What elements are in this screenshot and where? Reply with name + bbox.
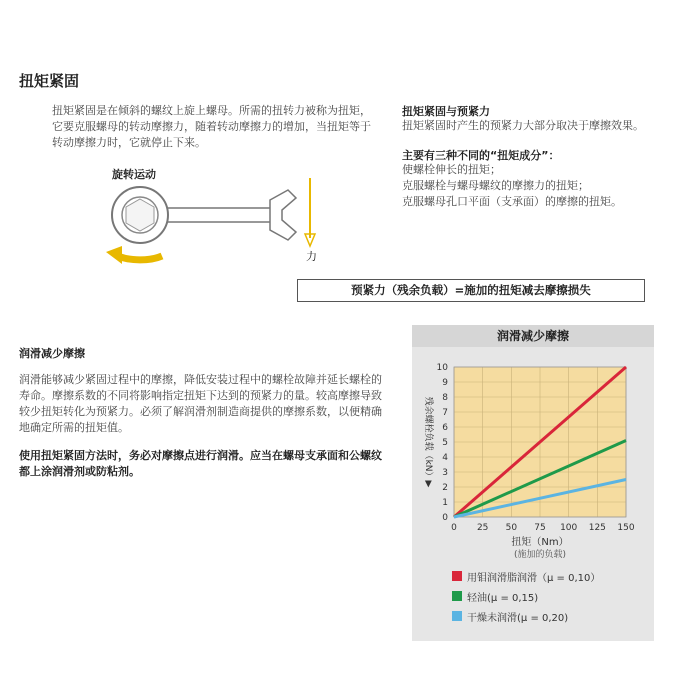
x-tick-label: 75 (534, 523, 546, 533)
x-tick-label: 0 (451, 523, 457, 533)
y-tick-label: 4 (442, 453, 448, 463)
chart-panel (412, 325, 654, 641)
lubrication-heading: 润滑减少摩擦 (19, 347, 85, 360)
y-tick-label: 8 (442, 393, 448, 403)
chart-title: 润滑减少摩擦 (412, 325, 654, 347)
y-tick-label: 0 (442, 513, 448, 523)
wrench-illustration (100, 160, 330, 270)
legend-swatch (452, 611, 462, 621)
list-item: 克服螺母孔口平面（支承面）的摩擦的扭矩。 (402, 195, 622, 208)
y-tick-label: 6 (442, 423, 448, 433)
list-item: 使螺栓伸长的扭矩； (402, 163, 501, 176)
chart-legend (452, 566, 600, 626)
intro-paragraph: 扭矩紧固是在倾斜的螺纹上旋上螺母。所需的扭转力被称为扭矩，它要克服螺母的转动摩擦力，随着转动摩擦力的增加，当扭矩等于转动摩擦力时，它就停止下来。 (52, 104, 371, 149)
components-heading: 主要有三种不同的“扭矩成分”： (402, 149, 560, 162)
force-label: 力 (306, 250, 317, 263)
right-paragraph: 扭矩紧固时产生的预紧力大部分取决于摩擦效果。 (402, 119, 644, 132)
x-tick-label: 50 (505, 523, 518, 533)
right-heading: 扭矩紧固与预紧力 (402, 105, 490, 118)
page-title: 扭矩紧固 (19, 72, 80, 90)
x-tick-label: 100 (560, 523, 578, 533)
y-tick-label: 5 (442, 438, 448, 448)
lubrication-note: 使用扭矩紧固方法时，务必对摩擦点进行润滑。应当在螺母支承面和公螺纹都上涂润滑剂或防粘剂。 (19, 449, 382, 478)
x-axis-sublabel: (施加的负载) (513, 550, 567, 560)
legend-item (452, 606, 600, 626)
y-tick-label: 1 (442, 498, 448, 508)
legend-label: 干燥未润滑(μ = 0,20) (467, 612, 569, 624)
list-item: 克服螺栓与螺母螺纹的摩擦力的扭矩； (402, 179, 589, 192)
legend-item (452, 566, 600, 586)
legend-item (452, 586, 600, 606)
legend-swatch (452, 591, 462, 601)
formula-box: 预紧力（残余负载）=施加的扭矩减去摩擦损失 (297, 279, 645, 302)
y-axis-label: 残余螺栓负载（kN）▶ (423, 396, 433, 488)
y-tick-label: 2 (442, 483, 448, 493)
torque-chart (412, 347, 654, 567)
components-list (402, 162, 682, 210)
y-tick-label: 10 (436, 363, 448, 373)
y-tick-label: 3 (442, 468, 448, 478)
x-tick-label: 25 (476, 523, 489, 533)
y-tick-label: 7 (442, 408, 448, 418)
x-tick-label: 125 (588, 523, 606, 533)
legend-label: 轻油(μ = 0,15) (467, 592, 539, 604)
x-tick-label: 150 (617, 523, 635, 533)
rotation-label: 旋转运动 (112, 168, 156, 181)
y-tick-label: 9 (442, 378, 448, 388)
lubrication-paragraph: 润滑能够减少紧固过程中的摩擦，降低安装过程中的螺栓故障并延长螺栓的寿命。摩擦系数的不同将影响指定扭矩下达到的预紧力的量。较高摩擦导致较少扭矩转化为预紧力。必须了解润滑剂制造商提供的摩擦系数，以便精确地确定所需的扭矩值。 (19, 373, 382, 434)
legend-label: 用钼润滑脂润滑（μ = 0,10） (467, 572, 601, 584)
legend-swatch (452, 571, 462, 581)
x-axis-label: 扭矩（Nm） (511, 537, 569, 548)
